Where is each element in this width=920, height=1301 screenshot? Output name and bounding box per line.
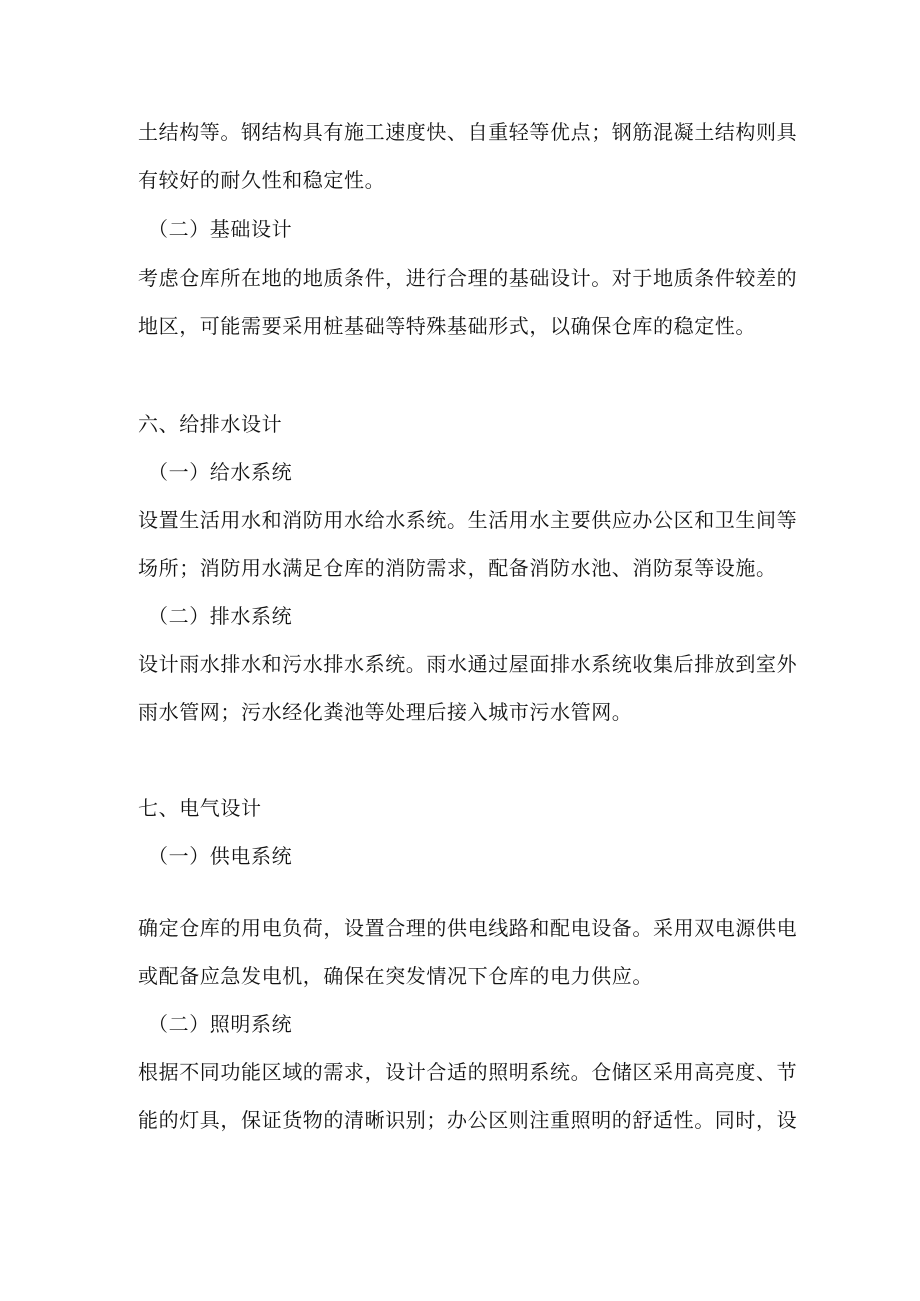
subsection-heading-lighting: （二）照明系统 (148, 1012, 293, 1036)
paragraph-line: 考虑仓库所在地的地质条件，进行合理的基础设计。对于地质条件较差的 (138, 266, 798, 290)
paragraph-line: 设置生活用水和消防用水给水系统。生活用水主要供应办公区和卫生间等 (138, 508, 798, 532)
paragraph-line: 或配备应急发电机，确保在突发情况下仓库的电力供应。 (138, 964, 653, 988)
section-heading-water: 六、给排水设计 (138, 412, 283, 436)
paragraph-line: 能的灯具，保证货物的清晰识别；办公区则注重照明的舒适性。同时，设 (138, 1108, 798, 1132)
paragraph-line: 地区，可能需要采用桩基础等特殊基础形式，以确保仓库的稳定性。 (138, 314, 756, 338)
subsection-heading-foundation: （二）基础设计 (148, 217, 293, 241)
subsection-heading-power: （一）供电系统 (148, 844, 293, 868)
subsection-heading-water-supply: （一）给水系统 (148, 460, 293, 484)
paragraph-line: 雨水管网；污水经化粪池等处理后接入城市污水管网。 (138, 700, 633, 724)
paragraph-line: 设计雨水排水和污水排水系统。雨水通过屋面排水系统收集后排放到室外 (138, 652, 798, 676)
subsection-heading-drainage: （二）排水系统 (148, 604, 293, 628)
paragraph-line: 土结构等。钢结构具有施工速度快、自重轻等优点；钢筋混凝土结构则具 (138, 120, 798, 144)
section-heading-electrical: 七、电气设计 (138, 796, 262, 820)
paragraph-line: 有较好的耐久性和稳定性。 (138, 168, 386, 192)
paragraph-line: 根据不同功能区域的需求，设计合适的照明系统。仓储区采用高亮度、节 (138, 1060, 798, 1084)
paragraph-line: 确定仓库的用电负荷，设置合理的供电线路和配电设备。采用双电源供电 (138, 916, 798, 940)
paragraph-line: 场所；消防用水满足仓库的消防需求，配备消防水池、消防泵等设施。 (138, 556, 777, 580)
